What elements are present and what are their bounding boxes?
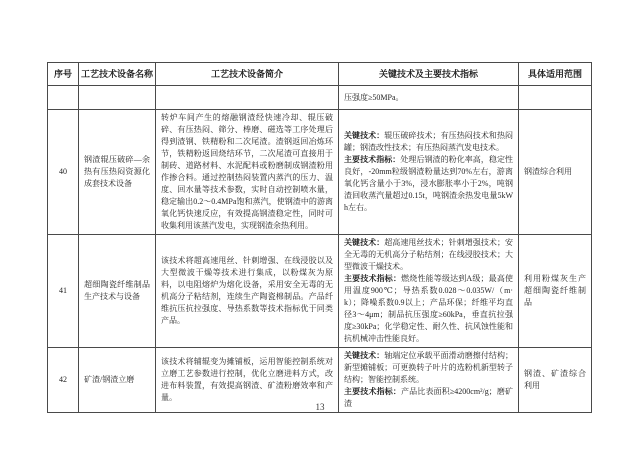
row-42-key-tech-paragraph bbox=[344, 350, 513, 386]
row-42-intro: 该技术将辅辊变为摊铺板，运用智能控制系统对立磨工艺参数进行控制，优化立磨进料方式，改进布料装置，有效提高钢渣、矿渣粉磨效率和产量。 bbox=[156, 348, 339, 413]
indicator-label: 主要技术指标： bbox=[344, 155, 401, 164]
col-header-name: 工艺技术设备名称 bbox=[79, 63, 156, 86]
carryover-key-cell: 压强度≥50MPa。 bbox=[339, 86, 519, 110]
carryover-intro-cell bbox=[156, 86, 339, 110]
col-header-key-tech: 关键技术及主要技术指标 bbox=[339, 63, 519, 86]
table-row-41 bbox=[48, 235, 592, 348]
key-tech-label: 关键技术： bbox=[344, 131, 385, 140]
table-header bbox=[48, 63, 592, 86]
carryover-row bbox=[48, 86, 592, 110]
indicator-label: 主要技术指标： bbox=[344, 274, 402, 283]
row-41-key-tech-cell bbox=[339, 235, 519, 348]
row-40-equipment-name: 钢渣辊压破碎—余热有压热闷资源化成套技术设备 bbox=[79, 110, 156, 235]
indicator-label: 主要技术指标： bbox=[344, 387, 402, 396]
row-41-equipment-name: 超细陶瓷纤维制品生产技术与设备 bbox=[79, 235, 156, 348]
row-40-indicator-paragraph bbox=[344, 154, 513, 214]
row-41-intro: 该技术将超高速甩丝、针刺增强、在线浸胶以及大型微波干燥等技术进行集成，以粉煤灰为原料，以电阻熔炉为熔化设备，采用安全无毒的无机高分子粘结剂，连续生产陶瓷棉制品。产品纤维抗压抗拉强度、导热系数等技术指标优于同类产品。 bbox=[156, 235, 339, 348]
row-41-key-tech-paragraph bbox=[344, 237, 513, 273]
indicator-text: 产品比表面积≥4200cm²/g；磨矿渣 bbox=[344, 387, 513, 408]
row-42-scope: 钢渣、矿渣综合利用 bbox=[519, 348, 592, 413]
table-row-40 bbox=[48, 110, 592, 235]
col-header-scope: 具体适用范围 bbox=[519, 63, 592, 86]
col-header-intro: 工艺技术设备简介 bbox=[156, 63, 339, 86]
row-40-number: 40 bbox=[48, 110, 79, 235]
row-40-key-tech-paragraph bbox=[344, 130, 513, 154]
key-tech-text: 辊压破碎技术；有压热闷技术和热闷罐；钢渣改性技术；有压热闷蒸汽发电技术。 bbox=[344, 131, 513, 152]
key-tech-label: 关键技术： bbox=[344, 238, 385, 247]
carryover-name-cell bbox=[79, 86, 156, 110]
page-number: 13 bbox=[315, 402, 325, 412]
tech-equipment-table bbox=[47, 62, 592, 413]
header-row bbox=[48, 63, 592, 86]
row-40-scope: 钢渣综合利用 bbox=[519, 110, 592, 235]
row-41-indicator-paragraph bbox=[344, 273, 513, 345]
indicator-text: 燃烧性能等级达到A级；最高使用温度900℃；导热系数0.028～0.035W/（m·k）；降噪系数0.9以上；产品环保；纤维平均直径3～4μm；制品抗压强度≥60kPa，垂直抗拉强度≥30kPa；化学稳定性、耐久性、抗风蚀性能和抗机械冲击性能良好。 bbox=[344, 274, 514, 343]
row-40-intro: 转炉车间产生的熔融钢渣经快速冷却、辊压破碎、有压热闷、筛分、棒磨、磁选等工序处理后得到渣钢、铁精粉和二次尾渣。渣钢返回冶炼环节，铁精粉返回烧结环节，二次尾渣可直接用于制砖、道路材料、水泥配料或粉磨制成钢渣粉用作掺合料。通过控制热闷装置内蒸汽的压力、温度、回水量等技术参数，实时自动控制喷水量，稳定输出0.2～0.4MPa饱和蒸汽，使钢渣中的游离氧化钙快速反应，有效提高钢渣稳定性，同时可收集利用该蒸汽发电，实现钢渣余热利用。 bbox=[156, 110, 339, 235]
col-header-no: 序号 bbox=[48, 63, 79, 86]
carryover-scope-cell bbox=[519, 86, 592, 110]
key-tech-text: 超高速甩丝技术；针刺增强技术；安全无毒的无机高分子粘结剂；在线浸胶技术；大型微波干燥技术。 bbox=[344, 238, 513, 271]
indicator-text: 处理后钢渣的粉化率高，稳定性良好，-20mm粒级钢渣粉量达到70%左右，游离氧化钙含量小于3%，浸水膨胀率小于2%，吨钢渣回收蒸汽量超过0.15t，吨钢渣余热发电量5kWh左右。 bbox=[344, 155, 514, 212]
row-42-equipment-name: 矿渣/钢渣立磨 bbox=[79, 348, 156, 413]
row-42-number: 42 bbox=[48, 348, 79, 413]
row-41-scope: 利用粉煤灰生产超细陶瓷纤维制品 bbox=[519, 235, 592, 348]
row-40-key-tech-cell bbox=[339, 110, 519, 235]
key-tech-text: 轴端定位承载平面滑动磨擦付结构；新型摊铺板；可更换转子叶片的选粉机新型转子结构；智能控制系统。 bbox=[344, 351, 513, 384]
key-tech-label: 关键技术： bbox=[344, 351, 385, 360]
row-41-number: 41 bbox=[48, 235, 79, 348]
carryover-no-cell bbox=[48, 86, 79, 110]
table-body bbox=[48, 86, 592, 413]
